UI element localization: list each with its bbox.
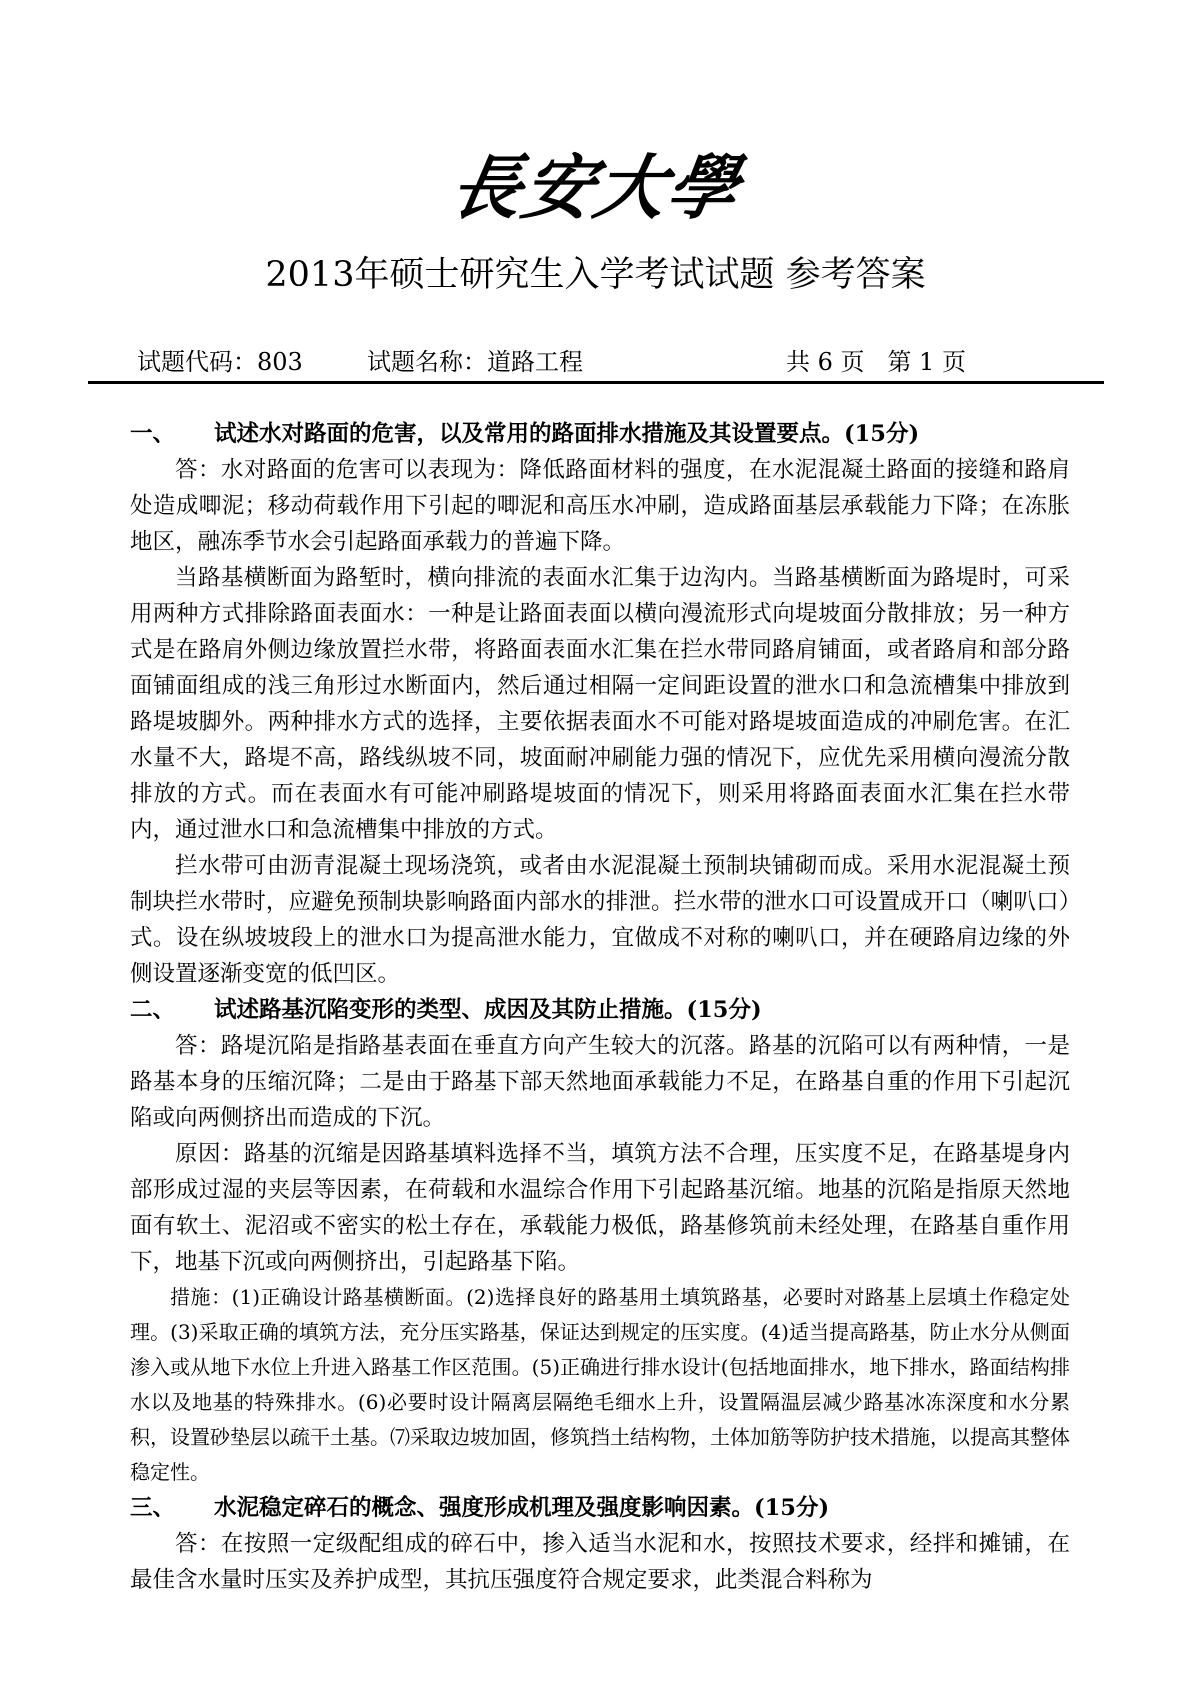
university-logo: 長安大學 <box>444 146 747 229</box>
page-title: 2013年硕士研究生入学考试试题 参考答案 <box>265 255 926 295</box>
exam-name: 试题名称：道路工程 <box>367 348 583 376</box>
header-divider <box>88 381 1104 384</box>
question-heading <box>130 992 1070 1028</box>
answer-paragraph: 答：水对路面的危害可以表现为：降低路面材料的强度，在水泥混凝土路面的接缝和路肩处造成唧泥；移动荷载作用下引起的唧泥和高压水冲刷，造成路面基层承载能力下降；在冻胀地区，融冻季节水会引起路面承载力的普遍下降。 <box>130 457 1070 555</box>
answer-paragraph: 原因：路基的沉缩是因路基填料选择不当，填筑方法不合理，压实度不足，在路基堤身内部形成过湿的夹层等因素，在荷载和水温综合作用下引起路基沉缩。地基的沉陷是指原天然地面有软土、泥沼或不密实的松土存在，承载能力极低，路基修筑前未经处理，在路基自重作用下，地基下沉或向两侧挤出，引起路基下陷。 <box>130 1141 1070 1275</box>
question-heading <box>130 416 1070 452</box>
question-text: 试述路基沉陷变形的类型、成因及其防止措施。(15分) <box>214 997 762 1023</box>
question-number: 一、 <box>130 421 176 447</box>
answer-paragraph: 拦水带可由沥青混凝土现场浇筑，或者由水泥混凝土预制块铺砌而成。采用水泥混凝土预制块拦水带时，应避免预制块影响路面内部水的排泄。拦水带的泄水口可设置成开口（喇叭口）式。设在纵坡坡段上的泄水口为提高泄水能力，宜做成不对称的喇叭口，并在硬路肩边缘的外侧设置逐渐变宽的低凹区。 <box>130 853 1070 987</box>
answer-paragraph: 答：在按照一定级配组成的碎石中，掺入适当水泥和水，按照技术要求，经拌和摊铺，在最佳含水量时压实及养护成型，其抗压强度符合规定要求，此类混合料称为 <box>130 1531 1070 1593</box>
measures-paragraph: 措施：(1)正确设计路基横断面。(2)选择良好的路基用土填筑路基，必要时对路基上层填土作稳定处理。(3)采取正确的填筑方法，充分压实路基，保证达到规定的压实度。(4)适当提高路基，防止水分从侧面渗入或从地下水位上升进入路基工作区范围。(5)正确进行排水设计(包括地面排水，地下排水，路面结构排水以及地基的特殊排水。(6)必要时设计隔离层隔绝毛细水上升，设置隔温层减少路基冰冻深度和水分累积，设置砂垫层以疏干土基。⑺采取边坡加固，修筑挡土结构物，土体加筋等防护技术措施，以提高其整体稳定性。 <box>130 1285 1070 1484</box>
question-heading <box>130 1490 1070 1526</box>
question-text: 试述水对路面的危害，以及常用的路面排水措施及其设置要点。(15分) <box>214 421 920 447</box>
question-text: 水泥稳定碎石的概念、强度形成机理及强度影响因素。(15分) <box>214 1495 830 1521</box>
document-body <box>130 416 1070 1598</box>
question-number: 二、 <box>130 997 176 1023</box>
exam-code: 试题代码：803 <box>137 348 303 376</box>
question-number: 三、 <box>130 1495 176 1521</box>
page-info: 共 6 页 第 1 页 <box>786 348 966 376</box>
answer-paragraph: 当路基横断面为路堑时，横向排流的表面水汇集于边沟内。当路基横断面为路堤时，可采用两种方式排除路面表面水：一种是让路面表面以横向漫流形式向堤坡面分散排放；另一种方式是在路肩外侧边缘放置拦水带，将路面表面水汇集在拦水带同路肩铺面，或者路肩和部分路面铺面组成的浅三角形过水断面内，然后通过相隔一定间距设置的泄水口和急流槽集中排放到路堤坡脚外。两种排水方式的选择，主要依据表面水不可能对路堤坡面造成的冲刷危害。在汇水量不大，路堤不高，路线纵坡不同，坡面耐冲刷能力强的情况下，应优先采用横向漫流分散排放的方式。而在表面水有可能冲刷路堤坡面的情况下，则采用将路面表面水汇集在拦水带内，通过泄水口和急流槽集中排放的方式。 <box>130 565 1070 843</box>
answer-paragraph: 答：路堤沉陷是指路基表面在垂直方向产生较大的沉落。路基的沉陷可以有两种情，一是路基本身的压缩沉降；二是由于路基下部天然地面承载能力不足，在路基自重的作用下引起沉陷或向两侧挤出而造成的下沉。 <box>130 1033 1070 1131</box>
